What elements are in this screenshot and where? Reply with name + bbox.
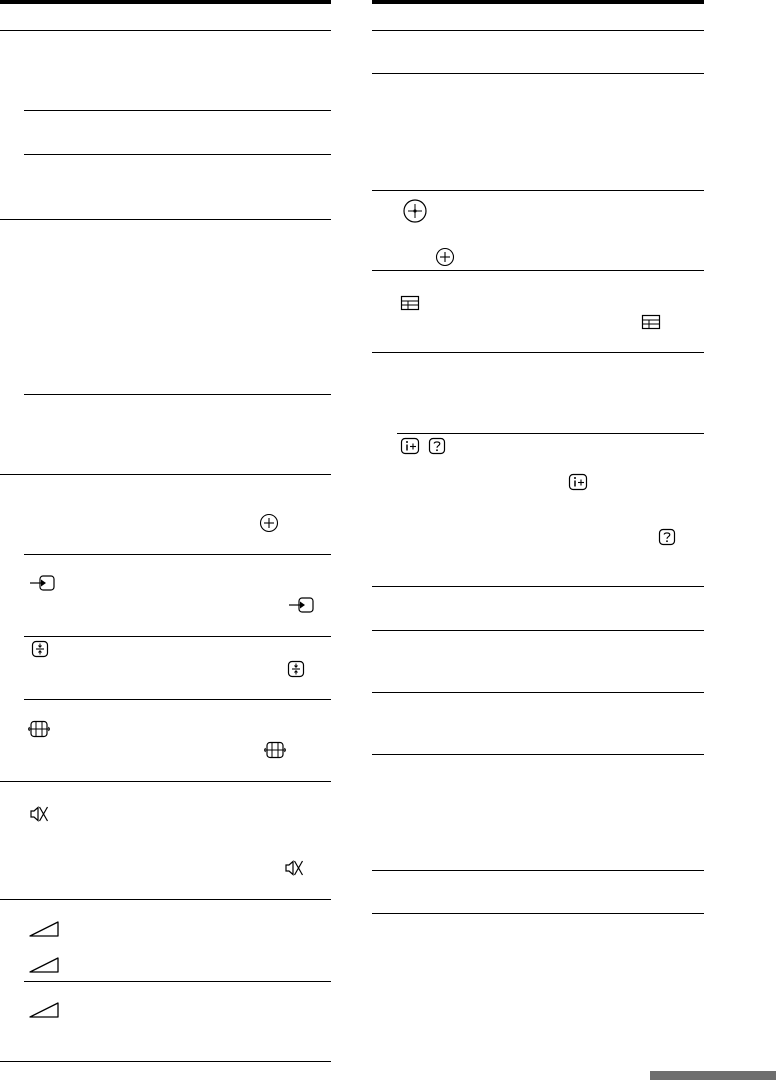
guide-grid-icon: [400, 295, 420, 311]
mute-icon: [29, 804, 49, 824]
wide-mode-icon: [28, 720, 50, 738]
left-row-divider: [24, 981, 331, 982]
right-section-divider: [372, 692, 704, 693]
right-row-divider: [397, 433, 704, 434]
left-row-divider: [24, 699, 331, 700]
right-section-divider: [372, 630, 704, 631]
wide-mode-icon: [264, 741, 286, 759]
right-column-top-rule: [372, 0, 704, 4]
right-section-divider: [372, 352, 704, 353]
plus-circle-icon: [259, 513, 279, 533]
left-section-divider: [0, 899, 331, 900]
left-section-divider: [0, 781, 331, 782]
left-row-divider: [24, 636, 331, 637]
left-section-divider: [0, 474, 331, 475]
left-column-top-rule: [0, 0, 331, 4]
help-question-icon: [658, 528, 676, 546]
left-row-divider: [24, 554, 331, 555]
right-section-divider: [372, 270, 704, 271]
left-row-divider: [24, 154, 331, 155]
right-section-divider: [372, 73, 704, 74]
mute-icon: [284, 858, 304, 878]
picture-mode-icon: [31, 640, 49, 658]
help-question-icon: [428, 437, 446, 455]
left-row-divider: [24, 110, 331, 111]
right-section-divider: [372, 190, 704, 191]
right-section-divider: [372, 30, 704, 31]
volume-wedge-icon: [28, 956, 60, 974]
right-section-divider: [372, 586, 704, 587]
info-icon: [568, 473, 588, 491]
left-row-divider: [24, 394, 331, 395]
right-section-divider: [372, 913, 704, 914]
continued-page-tab: [650, 1071, 776, 1080]
picture-mode-icon: [287, 660, 305, 678]
guide-grid-icon: [641, 314, 661, 330]
left-section-divider: [0, 1061, 331, 1062]
input-select-icon: [28, 574, 56, 592]
left-section-divider: [0, 30, 331, 31]
right-section-divider: [372, 754, 704, 755]
info-icon: [400, 437, 420, 455]
left-section-divider: [0, 219, 331, 220]
plus-circle-icon: [435, 247, 455, 267]
volume-wedge-icon: [28, 1001, 60, 1019]
volume-wedge-icon: [28, 920, 60, 938]
right-section-divider: [372, 870, 704, 871]
input-select-icon: [287, 596, 315, 614]
crosshair-circle-icon: [402, 198, 428, 224]
